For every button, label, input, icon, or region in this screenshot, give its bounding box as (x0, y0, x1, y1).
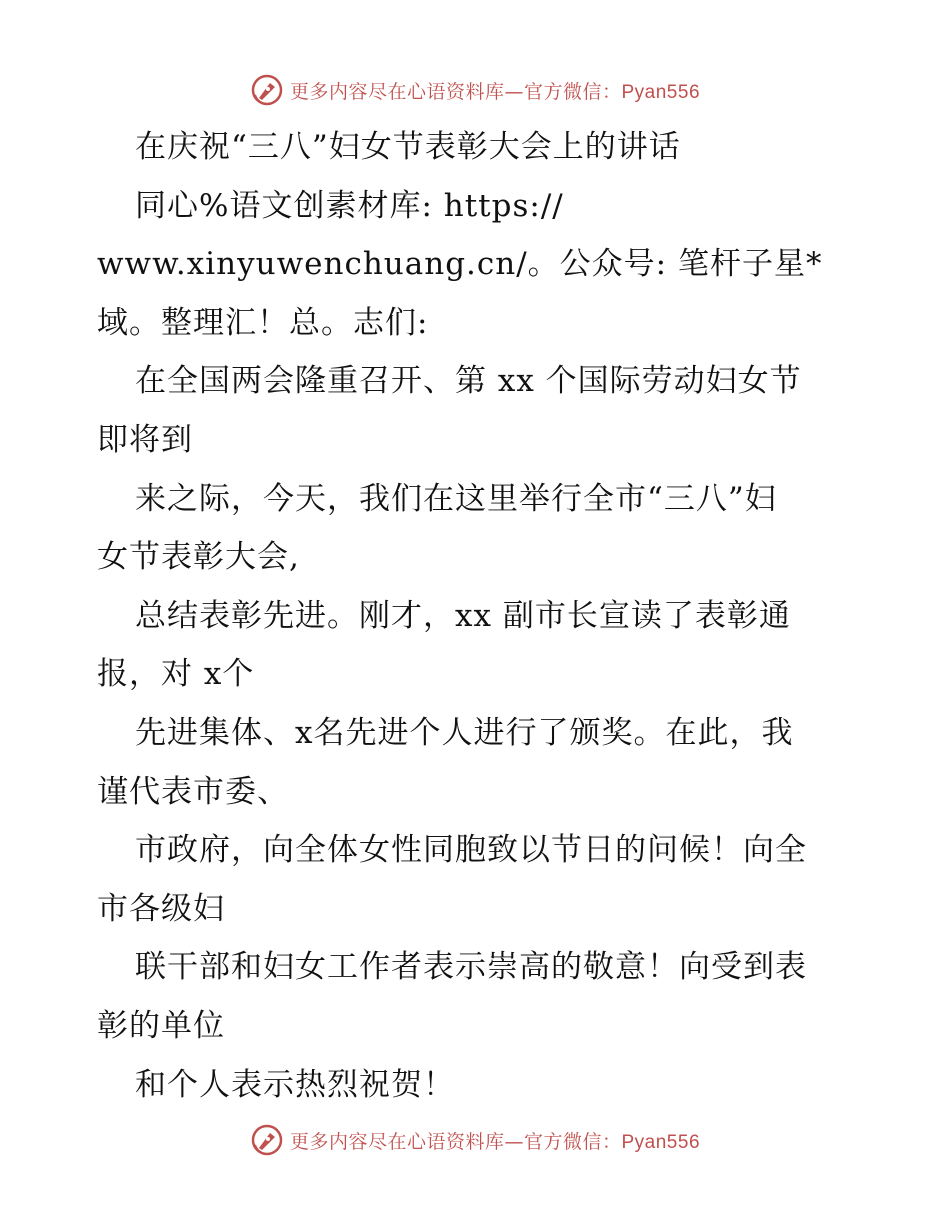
text-line: 市各级妇 (97, 890, 225, 927)
text-line: 市政府，向全体女性同胞致以节日的问候！向全 (135, 832, 807, 869)
text-line: 报，对 x个 (97, 656, 255, 693)
document-title: 在庆祝“三八”妇女节表彰大会上的讲话 (135, 129, 681, 165)
text-line: 谨代表市委、 (97, 773, 289, 810)
text-line: 先进集体、x名先进个人进行了颁奖。在此，我 (135, 714, 794, 751)
text-line: 来之际，今天，我们在这里举行全市“三八”妇 (135, 480, 777, 517)
text-line: 同心%语文创素材库: https:// (135, 187, 564, 224)
text-line: 联干部和妇女工作者表示崇高的敬意！向受到表 (135, 949, 807, 986)
text-line: 在全国两会隆重召开、第 xx 个国际劳动妇女节 (135, 363, 802, 400)
header-banner (0, 70, 950, 110)
text-line: 彰的单位 (97, 1007, 225, 1044)
banner-site-text: 更多内容尽在心语资料库—官方微信：Pyan556 (289, 80, 701, 103)
text-line: 域。整理汇！总。志们: (97, 304, 429, 341)
pen-nib-logo-icon (250, 1123, 284, 1157)
text-line: 女节表彰大会, (97, 539, 300, 576)
banner-site-text: 更多内容尽在心语资料库—官方微信：Pyan556 (289, 1130, 701, 1153)
pen-nib-logo-icon (250, 73, 284, 107)
text-line: www.xinyuwenchuang.cn/。公众号: 笔杆子星* (97, 246, 823, 283)
footer-banner (0, 1120, 950, 1160)
text-line: 总结表彰先进。刚才，xx 副市长宣读了表彰通 (135, 597, 791, 634)
text-line: 和个人表示热烈祝贺！ (135, 1066, 455, 1103)
document-body (97, 118, 857, 1114)
text-line: 即将到 (97, 421, 193, 458)
